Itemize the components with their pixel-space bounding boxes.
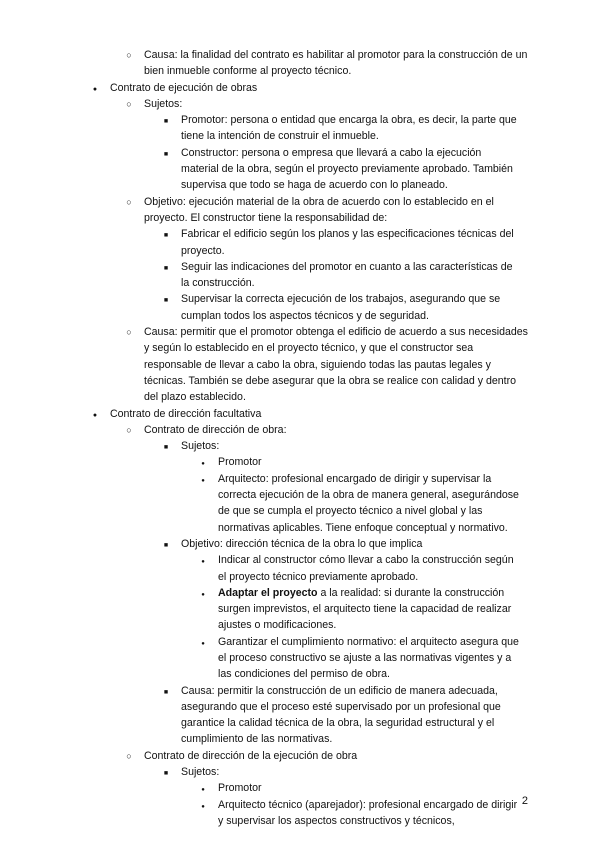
list-item: ● Adaptar el proyecto a la realidad: si durante la construcción surgen imprevistos, el arquitecto tiene la capacidad de realizar ajustes o modificaciones. bbox=[218, 585, 520, 634]
page-number: 2 bbox=[521, 795, 528, 807]
square-bullet-icon bbox=[159, 683, 173, 701]
circle-bullet-icon bbox=[122, 748, 136, 764]
disc-bullet-icon bbox=[196, 552, 210, 570]
list-item: ○ Contrato de dirección de la ejecución de obra bbox=[144, 748, 530, 764]
square-bullet-icon bbox=[159, 291, 173, 309]
list-item: ● Promotor bbox=[218, 454, 520, 470]
list-item: ○ Sujetos: bbox=[144, 96, 530, 112]
list-item: ○ Objetivo: ejecución material de la obra de acuerdo con lo establecido en el proyecto. El constructor tiene la responsabilidad de: bbox=[144, 194, 530, 227]
circle-bullet-icon bbox=[122, 422, 136, 438]
square-bullet-icon bbox=[159, 536, 173, 554]
disc-bullet-icon bbox=[196, 634, 210, 652]
list-item: ● Contrato de ejecución de obras bbox=[110, 80, 530, 96]
disc-bullet-icon bbox=[196, 471, 210, 489]
disc-bullet-icon bbox=[88, 80, 102, 98]
page-body bbox=[0, 47, 600, 829]
list-item: ● Arquitecto técnico (aparejador): profesional encargado de dirigir y supervisar los aspectos constructivos y técnicos, bbox=[218, 797, 520, 830]
list-item: ■ Constructor: persona o empresa que llevará a cabo la ejecución material de la obra, según el proyecto previamente aprobado. También supervisa que todo se haga de acuerdo con lo planeado. bbox=[181, 145, 519, 194]
list-item: ■ Sujetos: bbox=[181, 438, 519, 454]
square-bullet-icon bbox=[159, 145, 173, 163]
list-item: ● Garantizar el cumplimiento normativo: el arquitecto asegura que el proceso constructivo se ajuste a las normativas vigentes y a las condiciones del permiso de obra. bbox=[218, 634, 520, 683]
square-bullet-icon bbox=[159, 438, 173, 456]
square-bullet-icon bbox=[159, 259, 173, 277]
list-item: ○ Causa: permitir que el promotor obtenga el edificio de acuerdo a sus necesidades y según lo establecido en el proyecto técnico, y que el constructor sea responsable de llevar a cabo la obra, siguiendo todas las pautas legales y técnicas. También se debe asegurar que la obra se realice con calidad y dentro del plazo establecido. bbox=[144, 324, 530, 405]
disc-bullet-icon bbox=[196, 585, 210, 603]
list-item: ■ Supervisar la correcta ejecución de los trabajos, asegurando que se cumplan todos los aspectos técnicos y de seguridad. bbox=[181, 291, 519, 324]
list-item: ○ Contrato de dirección de obra: bbox=[144, 422, 530, 438]
circle-bullet-icon bbox=[122, 194, 136, 210]
circle-bullet-icon bbox=[122, 47, 136, 63]
square-bullet-icon bbox=[159, 112, 173, 130]
list-item: ■ Seguir las indicaciones del promotor en cuanto a las características de la construcción. bbox=[181, 259, 519, 292]
circle-bullet-icon bbox=[122, 324, 136, 340]
list-item: ● Indicar al constructor cómo llevar a cabo la construcción según el proyecto técnico previamente aprobado. bbox=[218, 552, 520, 585]
list-item: ■ Fabricar el edificio según los planos y las especificaciones técnicas del proyecto. bbox=[181, 226, 519, 259]
square-bullet-icon bbox=[159, 226, 173, 244]
list-item: ■ Sujetos: bbox=[181, 764, 519, 780]
list-item: ● Arquitecto: profesional encargado de dirigir y supervisar la correcta ejecución de la obra de manera general, asegurándose de que se cumpla el proyecto técnico a nivel global y las normativas aplicables. Tiene enfoque conceptual y normativo. bbox=[218, 471, 520, 536]
list-item: ○ Causa: la finalidad del contrato es habilitar al promotor para la construcción de un bien inmueble conforme al proyecto técnico. bbox=[144, 47, 530, 80]
square-bullet-icon bbox=[159, 764, 173, 782]
list-item: ■ Promotor: persona o entidad que encarga la obra, es decir, la parte que tiene la intención de construir el inmueble. bbox=[181, 112, 519, 145]
disc-bullet-icon bbox=[196, 797, 210, 815]
list-item: ● Contrato de dirección facultativa bbox=[110, 406, 530, 422]
list-item: ■ Objetivo: dirección técnica de la obra lo que implica bbox=[181, 536, 519, 552]
disc-bullet-icon bbox=[88, 406, 102, 424]
list-item: ● Promotor bbox=[218, 780, 520, 796]
circle-bullet-icon bbox=[122, 96, 136, 112]
list-item: ■ Causa: permitir la construcción de un edificio de manera adecuada, asegurando que el proceso esté supervisado por un profesional que garantice la calidad técnica de la obra, la seguridad estructural y el cumplimiento de las normativas. bbox=[181, 683, 519, 748]
